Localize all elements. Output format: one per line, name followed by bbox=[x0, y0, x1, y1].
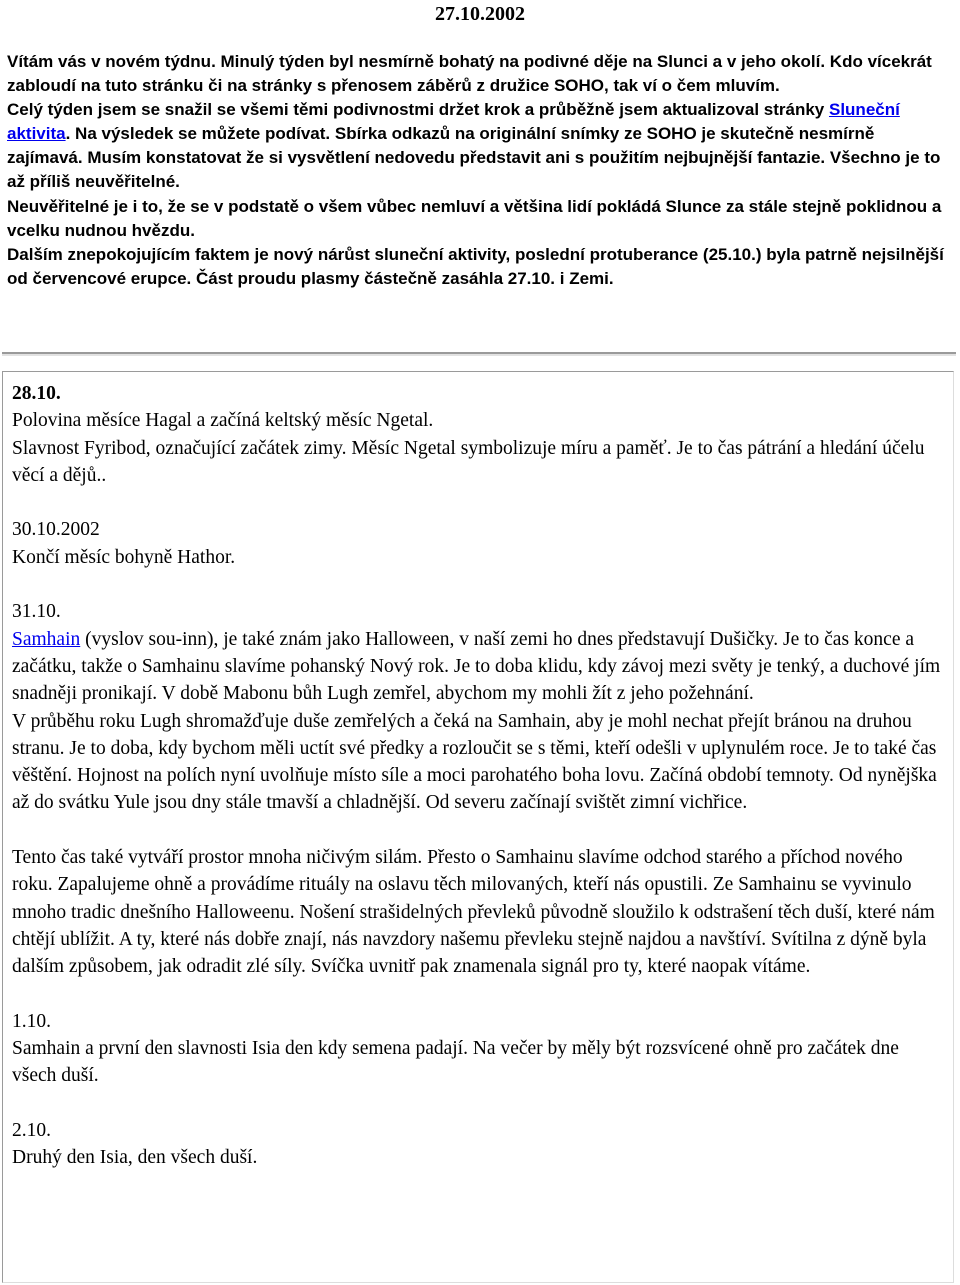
intro-paragraph: Dalším znepokojujícím faktem je nový nárůst sluneční aktivity, poslední protuberance (25.10.) byla patrně nejsilnější od červencové erupce. Část proudu plasmy částečně zasáhla 27.10. i Zemi. bbox=[7, 244, 944, 288]
calendar-date: 30.10.2002 bbox=[12, 519, 100, 541]
calendar-date: 2.10. bbox=[12, 1120, 51, 1142]
intro-paragraph-activity bbox=[7, 98, 953, 194]
solar-activity-link[interactable]: Sluneční aktivita bbox=[7, 100, 900, 144]
intro-text: Celý týden jsem se snažil se všemi těmi podivnostmi držet krok a průběžně jsem aktualizoval stránky bbox=[7, 100, 829, 120]
spacer bbox=[12, 489, 948, 516]
calendar-text: Druhý den Isia, den všech duší. bbox=[12, 1147, 258, 1169]
calendar-text: Tento čas také vytváří prostor mnoha ničivým silám. Přesto o Samhainu slavíme odchod starého a příchod nového roku. Zapalujeme ohně a provádíme rituály na oslavu těch milovaných, kteří nás opustili. Ze Samhainu se vyvinulo mnoho tradic dnešního Halloweenu. Nošení strašidelných převleků původně sloužilo k odstrašení těch duší, které nám chtějí ublížit. A ty, které nás dobře znají, nás navzdory našemu převleku stejně najdou a navštíví. Svítilna z dýně byla dalším způsobem, jak odradit zlé síly. Svíčka uvnitř pak znamenala signál pro ty, které naopak vítáme. bbox=[12, 847, 935, 978]
calendar-text: Polovina měsíce Hagal a začíná keltský měsíc Ngetal. bbox=[12, 410, 434, 432]
calendar-content bbox=[12, 380, 948, 1172]
calendar-date: 31.10. bbox=[12, 601, 61, 623]
horizontal-rule bbox=[2, 352, 956, 356]
intro-paragraph: Neuvěřitelné je i to, že se v podstatě o všem vůbec nemluví a většina lidí pokládá Slunce za stále stejně poklidnou a vcelku nudnou hvězdu. bbox=[7, 196, 942, 240]
spacer bbox=[12, 1090, 948, 1117]
intro-section bbox=[7, 50, 953, 291]
calendar-date: 28.10. bbox=[12, 383, 61, 404]
page-date-title: 27.10.2002 bbox=[435, 3, 525, 25]
calendar-text bbox=[12, 626, 948, 708]
calendar-box bbox=[2, 371, 954, 1283]
calendar-date: 1.10. bbox=[12, 1010, 51, 1032]
spacer bbox=[12, 981, 948, 1008]
calendar-text: Končí měsíc bohyně Hathor. bbox=[12, 546, 236, 568]
intro-paragraph: Vítám vás v novém týdnu. Minulý týden byl nesmírně bohatý na podivné děje na Slunci a v jeho okolí. Kdo vícekrát zabloudí na tuto stránku či na stránky s přenosem záběrů z družice SOHO, tak ví o čem mluvím. bbox=[7, 52, 932, 96]
spacer bbox=[12, 571, 948, 598]
calendar-text-span: (vyslov sou-inn), je také znám jako Halloween, v naší zemi ho dnes představují Dušičky. Je to čas konce a začátku, takže o Samhainu slavíme pohanský Nový rok. Je to doba klidu, kdy závoj mezi světy je tenký, a duchové jím snadněji pronikají. V době Mabonu bůh Lugh zemřel, abychom my mohli žít z jeho požehnání. bbox=[12, 628, 941, 705]
intro-text: . Na výsledek se můžete podívat. Sbírka odkazů na originální snímky ze SOHO je skutečně nesmírně zajímavá. Musím konstatovat že si vysvětlení nedovedu představit ani s použitím nejbujnější fantazie. Všechno je to až příliš neuvěřitelné. bbox=[7, 124, 941, 192]
spacer bbox=[12, 817, 948, 844]
samhain-link[interactable]: Samhain bbox=[12, 628, 81, 650]
calendar-text: Slavnost Fyribod, označující začátek zimy. Měsíc Ngetal symbolizuje míru a paměť. Je to čas pátrání a hledání účelu věcí a dějů.. bbox=[12, 437, 925, 486]
calendar-text: V průběhu roku Lugh shromažďuje duše zemřelých a čeká na Samhain, aby je mohl nechat přejít bránou na druhou stranu. Je to doba, kdy bychom měli uctít své předky a rozloučit se s těmi, kteří odešli v uplynulém roce. Je to také čas věštění. Hojnost na polích nyní uvolňuje místo síle a moci parohatého boha lovu. Začíná období temnoty. Od nynějška až do svátku Yule jsou dny stále tmavší a chladnější. Od severu začínají svištět zimní vichřice. bbox=[12, 710, 937, 814]
calendar-text: Samhain a první den slavnosti Isia den kdy semena padají. Na večer by měly být rozsvícené ohně pro začátek dne všech duší. bbox=[12, 1038, 899, 1087]
